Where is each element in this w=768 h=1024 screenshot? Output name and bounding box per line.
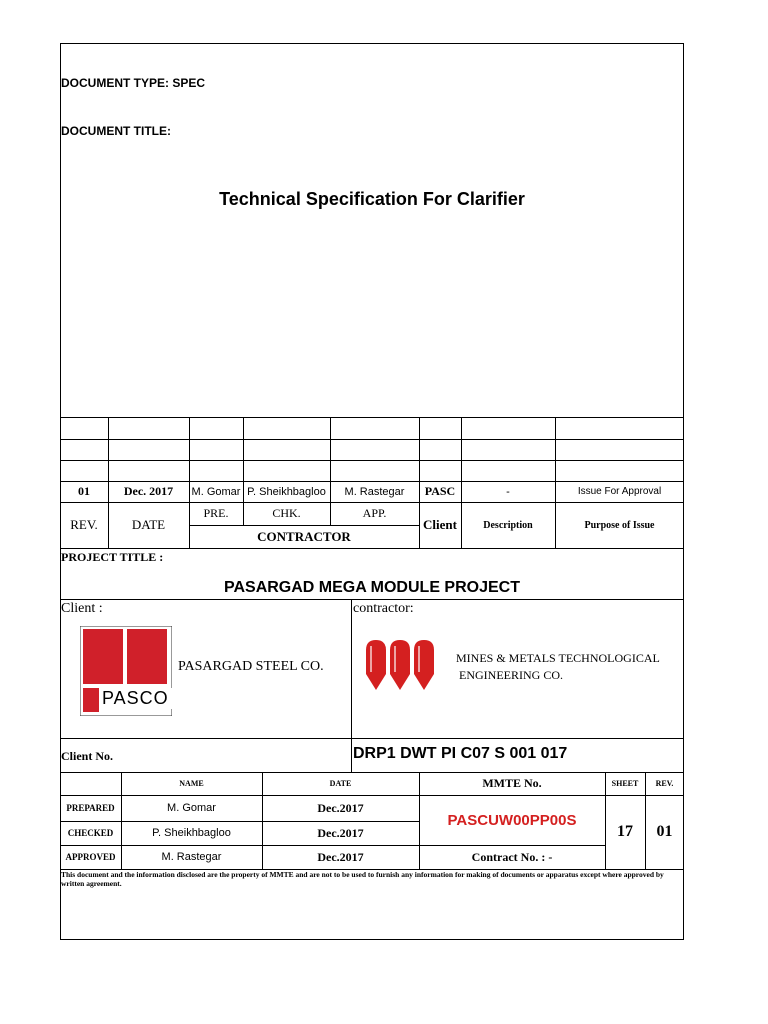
rev-number: 01 [78, 484, 90, 498]
document-type: DOCUMENT TYPE: SPEC [61, 76, 206, 90]
contractor-name-line1: MINES & METALS TECHNOLOGICAL [456, 651, 660, 665]
signoff-header-mmte-no: MMTE No. [482, 776, 542, 790]
client-name: PASARGAD STEEL CO. [178, 659, 324, 674]
rev-description: - [506, 485, 510, 498]
contractor-label: contractor: [353, 601, 414, 616]
header-date: DATE [131, 517, 166, 532]
rev-prepared: M. Gomar [191, 485, 241, 498]
rev-value: 01 [656, 823, 673, 840]
signoff-name-prepared: M. Gomar [167, 802, 216, 814]
rev-client: PASC [424, 484, 456, 498]
signoff-role-checked: CHECKED [67, 828, 114, 838]
document-number: DRP1 DWT PI C07 S 001 017 [353, 745, 568, 762]
contractor-name-line2: ENGINEERING CO. [459, 668, 563, 682]
signoff-date-checked: Dec.2017 [317, 825, 364, 840]
header-pre: PRE. [203, 506, 229, 520]
signoff-date-prepared: Dec.2017 [317, 800, 364, 815]
signoff-header-name: NAME [179, 779, 204, 788]
signoff-header-date: DATE [329, 779, 352, 788]
header-app: APP. [362, 506, 387, 520]
signoff-name-checked: P. Sheikhbagloo [152, 827, 231, 839]
signoff-header-sheet: SHEET [611, 779, 639, 788]
client-no-label: Client No. [61, 749, 113, 763]
signoff-role-prepared: PREPARED [66, 803, 115, 813]
rev-approved: M. Rastegar [344, 485, 405, 498]
client-label: Client : [61, 601, 103, 616]
disclaimer: This document and the information disclosed are the property of MMTE and are not to be used to furnish any information for making of documents or apparatus except where approved by written agreement. [61, 870, 664, 888]
rev-date: Dec. 2017 [123, 484, 174, 498]
header-purpose: Purpose of Issue [584, 519, 655, 531]
document-title: Technical Specification For Clarifier [219, 189, 525, 209]
signoff-date-approved: Dec.2017 [317, 849, 364, 864]
project-title-label: PROJECT TITLE : [61, 550, 164, 564]
project-title: PASARGAD MEGA MODULE PROJECT [223, 579, 520, 596]
header-client: Client [423, 517, 457, 532]
mmte-number: PASCUW00PP00S [447, 811, 577, 829]
sheet-number: 17 [617, 823, 633, 840]
header-chk: CHK. [272, 506, 301, 520]
document-title-label: DOCUMENT TITLE: [61, 124, 171, 138]
header-description: Description [483, 519, 533, 531]
signoff-name-approved: M. Rastegar [161, 851, 222, 863]
contract-number: Contract No. : - [471, 849, 553, 864]
header-contractor: CONTRACTOR [257, 528, 351, 544]
header-rev: REV. [70, 517, 98, 532]
signoff-header-rev: REV. [655, 779, 674, 788]
pasco-logo-text: PASCO [102, 688, 174, 709]
signoff-role-approved: APPROVED [65, 852, 116, 862]
mmte-logo [362, 638, 438, 694]
rev-purpose: Issue For Approval [577, 486, 662, 497]
rev-checked: P. Sheikhbagloo [247, 485, 326, 498]
